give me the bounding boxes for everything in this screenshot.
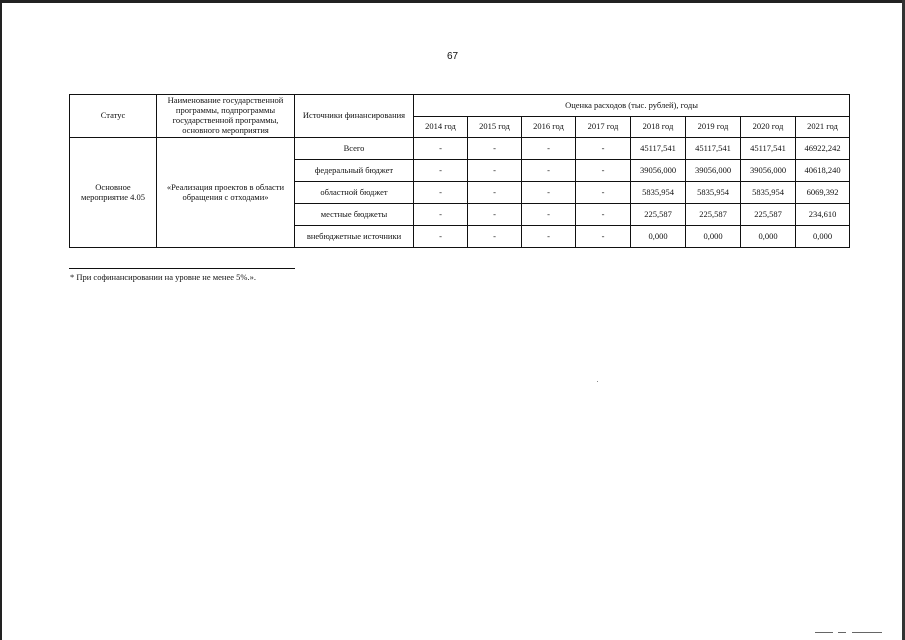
value-cell: 225,587: [686, 204, 741, 226]
value-cell: 46922,242: [796, 138, 850, 160]
page-border-top: [0, 0, 905, 3]
source-cell: местные бюджеты: [295, 204, 414, 226]
header-year: 2014 год: [414, 117, 468, 138]
table-row: [70, 138, 850, 160]
value-cell: -: [414, 138, 468, 160]
value-cell: 0,000: [631, 226, 686, 248]
scan-artifact-dot: [597, 381, 598, 382]
value-cell: -: [522, 160, 576, 182]
header-year: 2020 год: [741, 117, 796, 138]
value-cell: 5835,954: [631, 182, 686, 204]
value-cell: 45117,541: [631, 138, 686, 160]
value-cell: 225,587: [631, 204, 686, 226]
source-cell: областной бюджет: [295, 182, 414, 204]
value-cell: 0,000: [796, 226, 850, 248]
header-year: 2015 год: [468, 117, 522, 138]
value-cell: -: [576, 160, 631, 182]
footnote-separator: [69, 268, 295, 269]
value-cell: -: [414, 182, 468, 204]
budget-table: [69, 94, 850, 248]
value-cell: 0,000: [741, 226, 796, 248]
page-number: 67: [446, 51, 459, 62]
value-cell: 45117,541: [741, 138, 796, 160]
value-cell: -: [468, 160, 522, 182]
footnote: * При софинансировании на уровне не менее 5%.».: [70, 272, 256, 282]
header-sources: Источники финансирования: [295, 95, 414, 138]
value-cell: -: [576, 138, 631, 160]
header-year: 2016 год: [522, 117, 576, 138]
value-cell: -: [576, 204, 631, 226]
header-status: Статус: [70, 95, 157, 138]
status-cell: Основное мероприятие 4.05: [70, 138, 157, 248]
source-cell: федеральный бюджет: [295, 160, 414, 182]
value-cell: 39056,000: [686, 160, 741, 182]
value-cell: -: [468, 138, 522, 160]
value-cell: 225,587: [741, 204, 796, 226]
event-name-cell: «Реализация проектов в области обращения с отходами»: [157, 138, 295, 248]
header-name: Наименование государственной программы, подпрограммы государственной программы, основного мероприятия: [157, 95, 295, 138]
header-year: 2019 год: [686, 117, 741, 138]
value-cell: -: [522, 138, 576, 160]
value-cell: 45117,541: [686, 138, 741, 160]
header-year: 2018 год: [631, 117, 686, 138]
value-cell: -: [414, 160, 468, 182]
value-cell: -: [522, 226, 576, 248]
value-cell: -: [522, 182, 576, 204]
value-cell: -: [414, 204, 468, 226]
value-cell: 5835,954: [741, 182, 796, 204]
value-cell: -: [468, 182, 522, 204]
value-cell: -: [522, 204, 576, 226]
source-cell: Всего: [295, 138, 414, 160]
value-cell: -: [468, 204, 522, 226]
value-cell: -: [576, 182, 631, 204]
value-cell: 39056,000: [741, 160, 796, 182]
value-cell: 6069,392: [796, 182, 850, 204]
value-cell: -: [414, 226, 468, 248]
source-cell: внебюджетные источники: [295, 226, 414, 248]
header-year: 2021 год: [796, 117, 850, 138]
value-cell: -: [468, 226, 522, 248]
scan-artifact-dash: [852, 632, 882, 633]
header-year: 2017 год: [576, 117, 631, 138]
value-cell: 5835,954: [686, 182, 741, 204]
page-border-left: [0, 0, 2, 640]
header-estimate: Оценка расходов (тыс. рублей), годы: [414, 95, 850, 117]
value-cell: 234,610: [796, 204, 850, 226]
scan-artifact-dash: [815, 632, 833, 633]
value-cell: 0,000: [686, 226, 741, 248]
value-cell: 40618,240: [796, 160, 850, 182]
scan-artifact-dash: [838, 632, 846, 633]
value-cell: 39056,000: [631, 160, 686, 182]
value-cell: -: [576, 226, 631, 248]
